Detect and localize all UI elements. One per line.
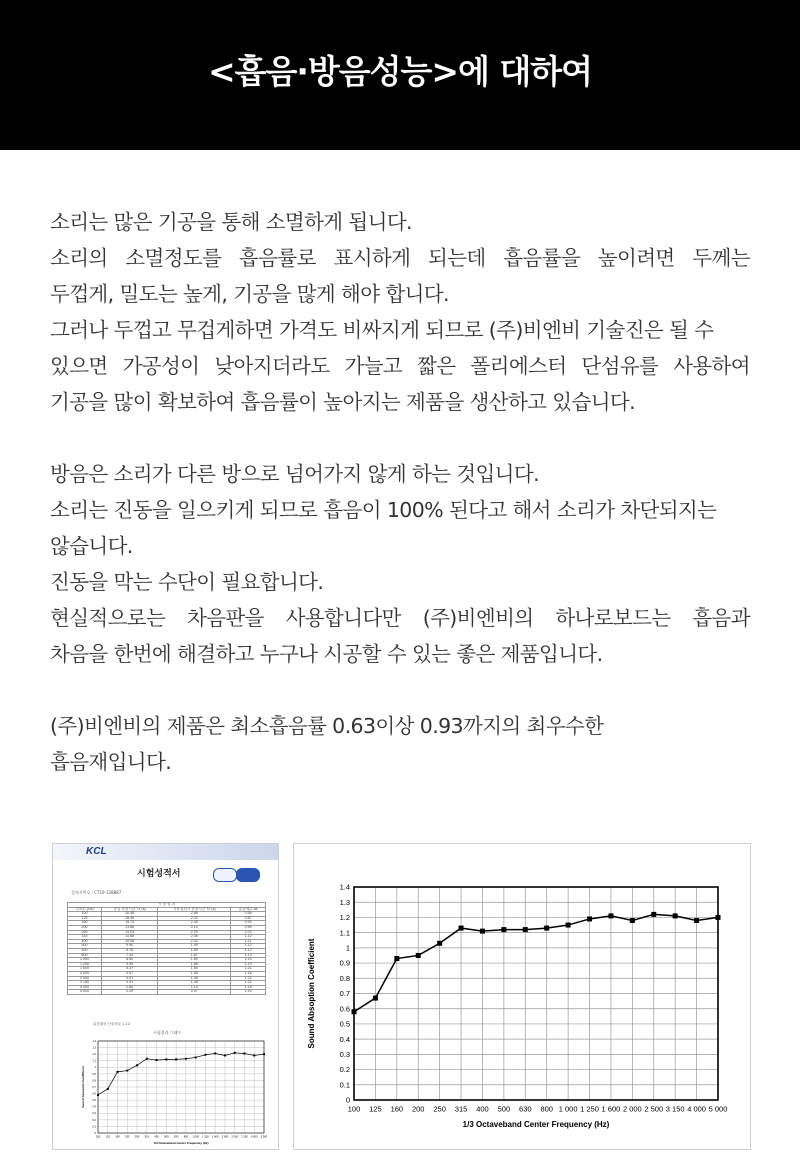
y-tick-label: 1.2 (92, 1053, 96, 1057)
table-cell: 2.02 (158, 939, 231, 944)
text-line: 않습니다. (50, 534, 133, 558)
certificate-title: 시험성적서 (137, 869, 181, 879)
table-cell: 2.29 (101, 990, 157, 995)
x-axis-label: 1/3 Octaveband Center Frequency (Hz) (462, 1120, 610, 1129)
table-cell: 2.80 (101, 985, 157, 990)
data-point (373, 996, 378, 1001)
y-tick-label: 1.1 (339, 928, 350, 938)
data-point (608, 913, 613, 918)
table-cell: 4.01 (101, 976, 157, 981)
y-tick-label: 1 (345, 943, 350, 953)
body-text (50, 204, 750, 780)
table-cell: 18.46 (101, 916, 157, 921)
data-point (694, 918, 699, 923)
data-point (566, 923, 571, 928)
table-cell: 0.58 (231, 912, 266, 917)
soundproofing-paragraph (50, 456, 750, 672)
text-line: 기공을 많이 확보하여 흡음률이 높아지는 제품을 생산하고 있습니다. (50, 390, 636, 414)
table-cell: 2.10 (158, 925, 231, 930)
x-tick-label: 1 600 (211, 1135, 219, 1139)
table-cell: 1.18 (231, 985, 266, 990)
table-cell: 4.67 (101, 971, 157, 976)
data-point (204, 1054, 206, 1056)
x-tick-label: 800 (540, 1104, 553, 1114)
data-point (146, 1058, 148, 1060)
table-cell: 1.13 (231, 935, 266, 940)
table-cell: 2 000 (68, 971, 102, 976)
table-cell: 10.58 (101, 939, 157, 944)
table-cell: 1 600 (68, 967, 102, 972)
table-header-cell: 주파수 (Hz) (68, 907, 102, 912)
sound-absorption-paragraph (50, 204, 750, 420)
x-axis-label: 1/3 Octaveband Center Frequency (Hz) (153, 1141, 209, 1146)
x-tick-label: 250 (433, 1104, 446, 1114)
table-cell: 1.69 (158, 958, 231, 963)
data-point (459, 926, 464, 931)
page-header (0, 0, 800, 150)
nrc-label: 흡음률의 산술평균 (93, 1022, 122, 1026)
y-tick-label: 0 (94, 1131, 96, 1135)
y-tick-label: 1.1 (92, 1059, 96, 1063)
data-point (394, 956, 399, 961)
text-line: (주)비엔비의 제품은 최소흡음률 0.63이상 0.93까지의 최우수한 (50, 714, 604, 738)
x-tick-label: 1 250 (202, 1135, 209, 1139)
data-point (156, 1059, 158, 1061)
data-point (544, 926, 549, 931)
x-tick-label: 3 150 (241, 1135, 248, 1139)
table-cell: 6.60 (101, 958, 157, 963)
text-line: 흡음재입니다. (50, 750, 172, 774)
table-cell: 9.90 (101, 944, 157, 949)
x-tick-label: 400 (476, 1104, 489, 1114)
y-tick-label: 0.2 (92, 1118, 96, 1122)
data-point (523, 927, 528, 932)
table-cell: 1.87 (158, 953, 231, 958)
y-tick-label: 0.5 (92, 1099, 96, 1103)
data-point (107, 1088, 109, 1090)
x-tick-label: 315 (454, 1104, 468, 1114)
data-point (501, 927, 506, 932)
data-point (214, 1052, 216, 1054)
x-tick-label: 2 000 (622, 1104, 642, 1114)
table-cell: 1.99 (158, 944, 231, 949)
data-point (263, 1053, 265, 1055)
x-tick-label: 500 (164, 1135, 169, 1139)
table-cell: 100 (68, 912, 102, 917)
table-cell: 1 000 (68, 958, 102, 963)
table-cell: 1.19 (231, 962, 266, 967)
text-line: 그러나 두껍고 무겁게하면 가격도 비싸지게 되므로 (주)비엔비 기술진은 될 수 (50, 318, 714, 342)
x-tick-label: 160 (115, 1135, 120, 1139)
table-cell: 1.12 (231, 944, 266, 949)
data-point (117, 1071, 119, 1073)
y-tick-label: 0.4 (92, 1105, 96, 1109)
table-cell: 1.11 (231, 939, 266, 944)
x-tick-label: 125 (105, 1135, 110, 1139)
table-cell: 800 (68, 953, 102, 958)
data-point (185, 1058, 187, 1060)
data-point (352, 1009, 357, 1014)
y-tick-label: 0 (345, 1095, 350, 1105)
mini-chart (53, 844, 278, 1149)
table-cell: 2.06 (158, 935, 231, 940)
table-cell: 14.03 (101, 930, 157, 935)
x-tick-label: 4 000 (687, 1104, 706, 1114)
y-tick-label: 0.1 (339, 1080, 350, 1090)
table-cell: 0.67 (231, 916, 266, 921)
y-tick-label: 1.3 (92, 1046, 96, 1050)
table-cell: 3 150 (68, 981, 102, 986)
table-cell: 1.22 (231, 976, 266, 981)
table-cell: 1.38 (158, 981, 231, 986)
y-tick-label: 1 (94, 1066, 96, 1070)
x-tick-label: 250 (134, 1135, 140, 1139)
table-header-cell: 공실 잔향시간 T1 (s) (101, 907, 157, 912)
test-certificate-image (52, 843, 279, 1150)
nrc-value: 1.12 (122, 1022, 131, 1026)
table-cell: 7.44 (101, 953, 157, 958)
y-tick-label: 0.1 (92, 1125, 96, 1129)
table-cell: 8.76 (101, 948, 157, 953)
table-cell: 0.95 (231, 925, 266, 930)
y-tick-label: 0.6 (339, 1004, 350, 1014)
data-point (165, 1058, 167, 1060)
product-paragraph (50, 708, 750, 780)
text-line: 차음을 한번에 해결하고 누구나 시공할 수 있는 좋은 제품입니다. (50, 642, 603, 666)
y-tick-label: 0.3 (339, 1049, 350, 1059)
table-cell: 2.45 (158, 921, 231, 926)
text-line: 방음은 소리가 다른 방으로 넘어가지 않게 하는 것입니다. (50, 462, 539, 486)
x-tick-label: 315 (144, 1135, 149, 1139)
data-point (437, 941, 442, 946)
table-cell: 1.12 (231, 948, 266, 953)
table-cell: 4 000 (68, 985, 102, 990)
table-cell: 5.90 (101, 962, 157, 967)
y-tick-label: 1.4 (339, 882, 350, 892)
text-line: 소리는 많은 기공을 통해 소멸하게 됩니다. (50, 210, 412, 234)
x-tick-label: 100 (347, 1104, 361, 1114)
y-tick-label: 1.3 (339, 897, 350, 907)
text-line: 소리는 진동을 일으키게 되므로 흡음이 100% 된다고 해서 소리가 차단되지는 (50, 498, 717, 522)
y-tick-label: 0.8 (339, 973, 350, 983)
table-cell: 20.38 (101, 912, 157, 917)
text-line: 소리의 소멸정도를 흡음률로 표시하게 되는데 흡음률을 높이려면 두께는 (50, 246, 750, 270)
table-cell: 1.03 (231, 930, 266, 935)
table-cell: 1.68 (158, 962, 231, 967)
data-point (195, 1056, 197, 1058)
table-cell: 500 (68, 944, 102, 949)
table-cell: 0.97 (158, 990, 231, 995)
y-tick-label: 0.7 (92, 1085, 96, 1089)
data-point (480, 929, 485, 934)
table-cell: 1.18 (231, 971, 266, 976)
x-tick-label: 2 000 (221, 1135, 229, 1139)
x-tick-label: 500 (497, 1104, 511, 1114)
x-tick-label: 1 600 (601, 1104, 621, 1114)
x-tick-label: 1 250 (580, 1104, 599, 1114)
x-tick-label: 630 (173, 1135, 179, 1139)
table-cell: 200 (68, 925, 102, 930)
text-line: 두껍게, 밀도는 높게, 기공을 많게 해야 합니다. (50, 282, 449, 306)
table-cell: 1.20 (231, 990, 266, 995)
data-point (175, 1058, 177, 1060)
y-tick-label: 1.2 (339, 913, 350, 923)
x-tick-label: 160 (390, 1104, 404, 1114)
x-tick-label: 800 (183, 1135, 189, 1139)
y-tick-label: 0.6 (92, 1092, 96, 1096)
table-cell: 1.21 (231, 981, 266, 986)
absorption-chart-image (293, 843, 751, 1150)
y-axis-label: Sound Absoption Coefficient (307, 938, 316, 1049)
y-tick-label: 0.5 (339, 1019, 350, 1029)
table-cell: 1.14 (158, 985, 231, 990)
table-cell: 250 (68, 930, 102, 935)
table-cell: 2.88 (158, 912, 231, 917)
table-cell: 13.88 (101, 925, 157, 930)
text-line: 진동을 막는 수단이 필요합니다. (50, 570, 324, 594)
table-cell: 1.45 (158, 976, 231, 981)
data-point (243, 1052, 245, 1054)
table-cell: 1.15 (231, 958, 266, 963)
table-cell: 160 (68, 921, 102, 926)
x-tick-label: 2 500 (231, 1135, 238, 1139)
x-tick-label: 5 000 (260, 1135, 268, 1139)
y-tick-label: 0.9 (92, 1072, 96, 1076)
page-title: <흡음·방음성능>에 대하여 (207, 52, 593, 91)
table-cell: 1 250 (68, 962, 102, 967)
table-cell: 1.60 (158, 967, 231, 972)
table-title: 시 험 결 과 (68, 903, 266, 908)
x-tick-label: 630 (519, 1104, 532, 1114)
table-cell: 1.55 (158, 971, 231, 976)
table-cell: 11.88 (101, 935, 157, 940)
data-point (97, 1094, 99, 1096)
x-tick-label: 3 150 (665, 1104, 685, 1114)
table-cell: 0.93 (231, 921, 266, 926)
y-tick-label: 0.3 (92, 1112, 96, 1116)
table-cell: 5.37 (101, 967, 157, 972)
table-cell: 3.31 (101, 981, 157, 986)
y-tick-label: 0.2 (339, 1065, 350, 1075)
table-cell: 125 (68, 916, 102, 921)
table-cell: 400 (68, 939, 102, 944)
y-tick-label: 0.4 (339, 1034, 350, 1044)
certificate-number: 성적서번호 : CT19-138887 (71, 890, 122, 895)
x-tick-label: 400 (154, 1135, 159, 1139)
absorption-chart (294, 844, 750, 1149)
data-point (716, 915, 721, 920)
kcl-logo: KCL (86, 846, 107, 857)
x-tick-label: 100 (95, 1135, 101, 1139)
data-point (224, 1054, 226, 1056)
data-point (587, 916, 592, 921)
x-tick-label: 200 (411, 1104, 425, 1114)
graph-title: 시험결과 그래프 (153, 1030, 182, 1035)
text-line: 현실적으로는 차음판을 사용합니다만 (주)비엔비의 하나로보드는 흡음과 (50, 606, 750, 630)
x-tick-label: 1 000 (558, 1104, 578, 1114)
table-header-cell: 흡음계수 as (231, 907, 266, 912)
data-point (234, 1052, 236, 1054)
text-line: 있으면 가공성이 낮아지더라도 가늘고 짧은 폴리에스터 단섬유를 사용하여 (50, 354, 750, 378)
data-point (126, 1070, 128, 1072)
x-tick-label: 200 (125, 1135, 130, 1139)
table-cell: 1.21 (231, 967, 266, 972)
data-point (673, 913, 678, 918)
data-point (136, 1064, 138, 1066)
table-header-cell: 시료설치시 잔향시간 T2 (s) (158, 907, 231, 912)
x-tick-label: 5 000 (708, 1104, 728, 1114)
table-cell: 2 500 (68, 976, 102, 981)
table-cell: 2.29 (158, 930, 231, 935)
y-axis-label: Sound Absoption Coefficient (81, 1066, 85, 1108)
y-tick-label: 0.8 (92, 1079, 96, 1083)
x-tick-label: 1 000 (192, 1135, 199, 1139)
x-tick-label: 125 (369, 1104, 382, 1114)
table-cell: 1.13 (231, 953, 266, 958)
y-tick-label: 1.4 (92, 1039, 96, 1043)
y-tick-label: 0.9 (339, 958, 350, 968)
table-cell: 630 (68, 948, 102, 953)
data-point (630, 918, 635, 923)
x-tick-label: 2 500 (644, 1104, 664, 1114)
data-point (651, 912, 656, 917)
table-cell: 1.89 (158, 948, 231, 953)
table-cell: 2.32 (158, 916, 231, 921)
y-tick-label: 0.7 (339, 989, 350, 999)
table-cell: 15.74 (101, 921, 157, 926)
data-point (416, 953, 421, 958)
table-cell: 315 (68, 935, 102, 940)
data-point (253, 1054, 255, 1056)
table-cell: 5 000 (68, 990, 102, 995)
x-tick-label: 4 000 (250, 1135, 258, 1139)
